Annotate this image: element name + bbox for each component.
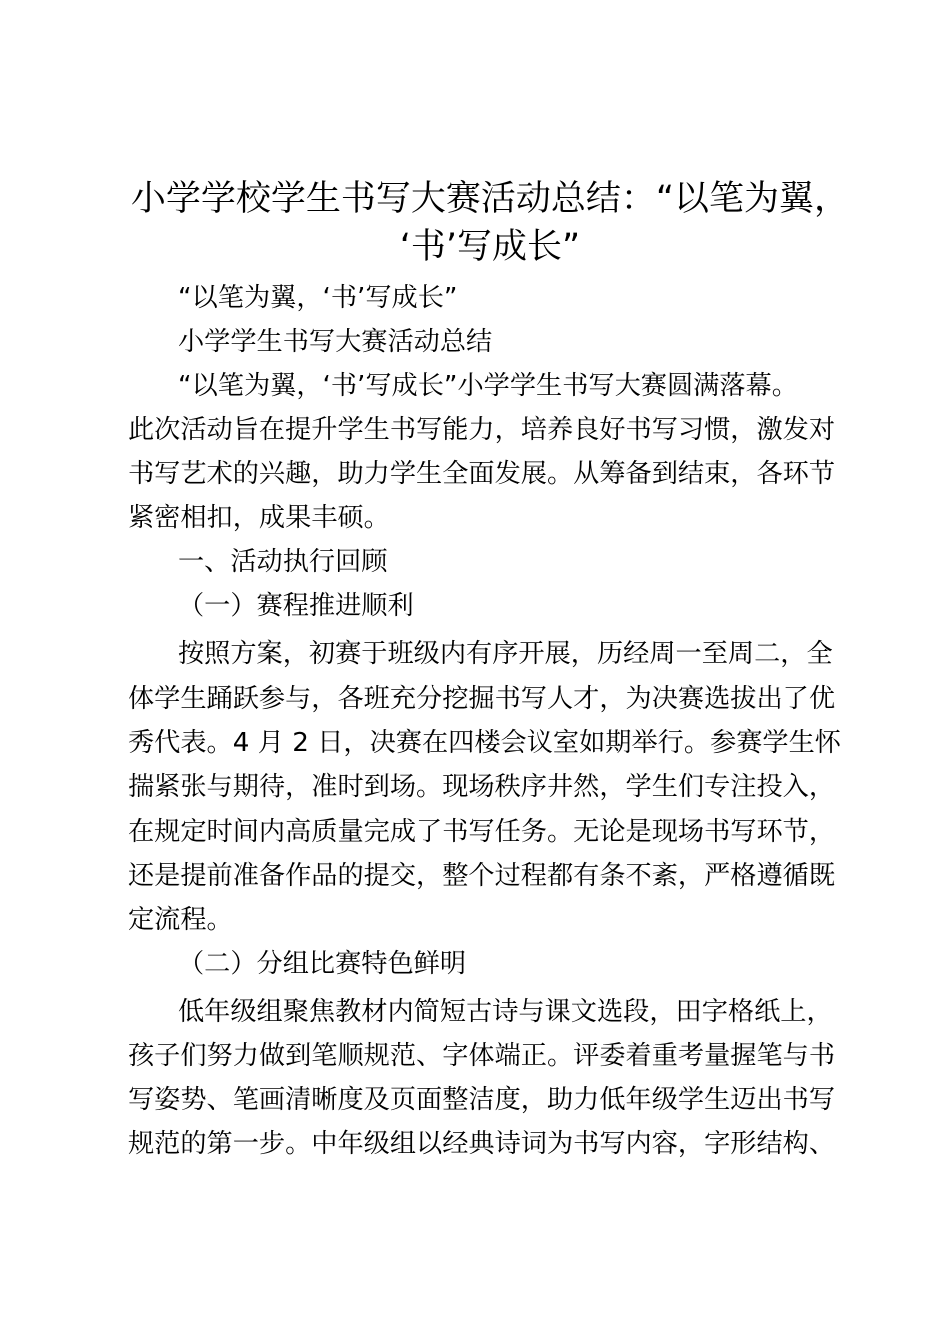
- paragraph-line: 写姿势、笔画清晰度及页面整洁度，助力低年级学生迈出书写: [128, 1085, 836, 1115]
- paragraph-line: “以笔为翼，‘书’写成长”小学学生书写大赛圆满落幕。: [178, 371, 798, 401]
- paragraph-line: 揣紧张与期待，准时到场。现场秩序井然，学生们专注投入，: [128, 772, 836, 802]
- paragraph-line: 规范的第一步。中年级组以经典诗词为书写内容，字形结构、: [128, 1129, 836, 1159]
- subsection-heading: （一）赛程推进顺利: [178, 591, 414, 621]
- paragraph-line: 此次活动旨在提升学生书写能力，培养良好书写习惯，激发对: [128, 415, 836, 445]
- paragraph-line: 还是提前准备作品的提交，整个过程都有条不紊，严格遵循既: [128, 861, 836, 891]
- subsection-heading: （二）分组比赛特色鲜明: [178, 949, 467, 979]
- paragraph-line: 紧密相扣，成果丰硕。: [128, 503, 390, 533]
- subtitle-slogan: “以笔为翼，‘书’写成长”: [178, 283, 458, 313]
- paragraph-line: 按照方案，初赛于班级内有序开展，历经周一至周二，全: [178, 639, 833, 669]
- subtitle-summary: 小学学生书写大赛活动总结: [178, 327, 493, 357]
- paragraph-line: 书写艺术的兴趣，助力学生全面发展。从筹备到结束，各环节: [128, 459, 836, 489]
- paragraph-line: 定流程。: [128, 905, 233, 935]
- section-heading: 一、活动执行回顾: [178, 547, 388, 577]
- paragraph-line: 秀代表。4 月 2 日，决赛在四楼会议室如期举行。参赛学生怀: [128, 728, 841, 758]
- paragraph-line: 在规定时间内高质量完成了书写任务。无论是现场书写环节，: [128, 817, 836, 847]
- paragraph-line: 孩子们努力做到笔顺规范、字体端正。评委着重考量握笔与书: [128, 1041, 836, 1071]
- document-title-line-2: ‘书’写成长”: [399, 227, 581, 267]
- paragraph-line: 体学生踊跃参与，各班充分挖掘书写人才，为决赛选拔出了优: [128, 684, 836, 714]
- document-title-line-1: 小学学校学生书写大赛活动总结：“以笔为翼，: [130, 179, 850, 219]
- paragraph-line: 低年级组聚焦教材内简短古诗与课文选段，田字格纸上，: [178, 997, 833, 1027]
